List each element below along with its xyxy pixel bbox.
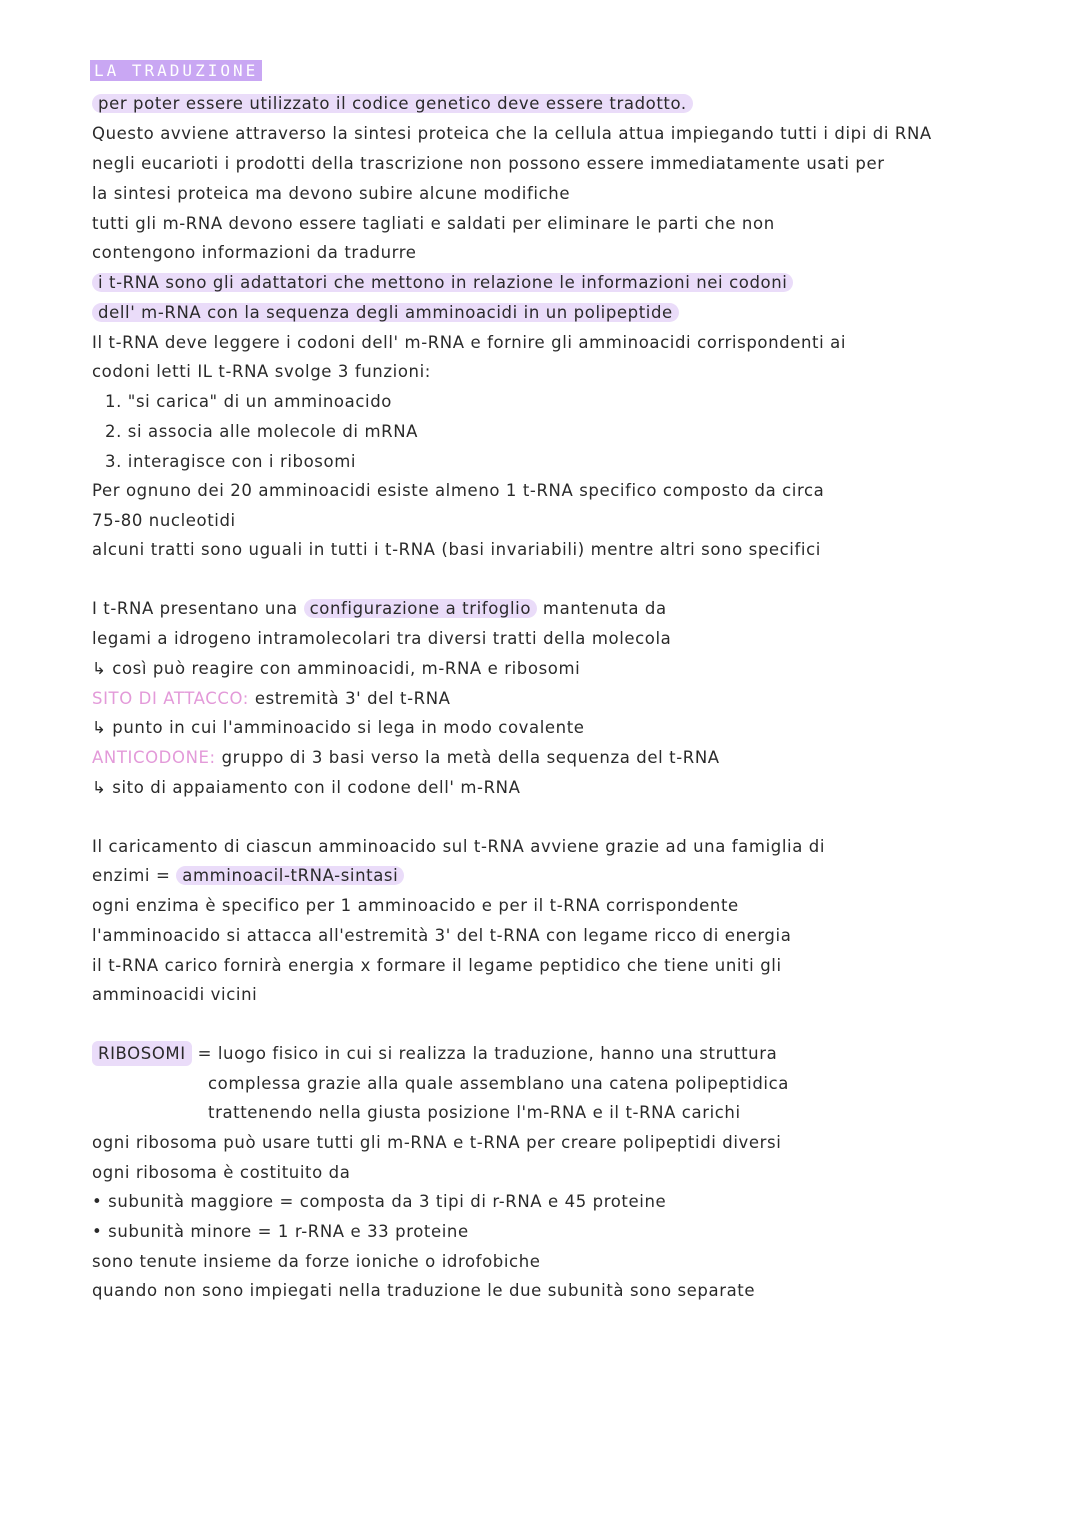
text-line: RIBOSOMI = luogo fisico in cui si realizza la traduzione, hanno una struttura [92,1042,777,1066]
text-line: Per ognuno dei 20 amminoacidi esiste almeno 1 t-RNA specifico composto da circa [92,481,825,500]
text-line: per poter essere utilizzato il codice genetico deve essere tradotto. [92,92,693,116]
text-line: ANTICODONE: gruppo di 3 basi verso la metà della sequenza del t-RNA [92,748,720,767]
text-line: ↳ punto in cui l'amminoacido si lega in modo covalente [92,718,585,737]
text-line: ↳ così può reagire con amminoacidi, m-RNA e ribosomi [92,659,581,678]
text-line: contengono informazioni da tradurre [92,243,417,262]
text-line: trattenendo nella giusta posizione l'm-RNA e il t-RNA carichi [208,1103,741,1122]
text-line: quando non sono impiegati nella traduzione le due subunità sono separate [92,1281,756,1300]
text-line: l'amminoacido si attacca all'estremità 3' del t-RNA con legame ricco di energia [92,926,792,945]
list-item: 2. si associa alle molecole di mRNA [105,422,419,441]
text-line: Il t-RNA deve leggere i codoni dell' m-RNA e fornire gli amminoacidi corrispondenti ai [92,333,847,352]
text-line: Il caricamento di ciascun amminoacido sul t-RNA avviene grazie ad una famiglia di [92,837,826,856]
text-line: amminoacidi vicini [92,985,258,1004]
text-line: SITO DI ATTACCO: estremità 3' del t-RNA [92,689,451,708]
text-line: il t-RNA carico fornirà energia x formare il legame peptidico che tiene uniti gli [92,956,782,975]
text-line: I t-RNA presentano una configurazione a trifoglio mantenuta da [92,599,667,618]
list-item: • subunità minore = 1 r-RNA e 33 proteine [92,1222,469,1241]
text-line: alcuni tratti sono uguali in tutti i t-RNA (basi invariabili) mentre altri sono specifici [92,540,821,559]
text-line: ogni ribosoma può usare tutti gli m-RNA e t-RNA per creare polipeptidi diversi [92,1133,782,1152]
page-title: LA TRADUZIONE [90,60,262,81]
text-line: ogni enzima è specifico per 1 amminoacido e per il t-RNA corrispondente [92,896,739,915]
text-line: 75-80 nucleotidi [92,511,236,530]
text-line: ogni ribosoma è costituito da [92,1163,351,1182]
text-line: negli eucarioti i prodotti della trascrizione non possono essere immediatamente usati per [92,154,885,173]
text-line: tutti gli m-RNA devono essere tagliati e saldati per eliminare le parti che non [92,214,775,233]
text-line: complessa grazie alla quale assemblano una catena polipeptidica [208,1074,789,1093]
text-line: legami a idrogeno intramolecolari tra diversi tratti della molecola [92,629,672,648]
text-line: Questo avviene attraverso la sintesi proteica che la cellula attua impiegando tutti i dipi di RNA [92,124,932,143]
list-item: 3. interagisce con i ribosomi [105,452,357,471]
list-item: • subunità maggiore = composta da 3 tipi di r-RNA e 45 proteine [92,1192,667,1211]
text-line: dell' m-RNA con la sequenza degli amminoacidi in un polipeptide [92,301,679,325]
list-item: 1. "si carica" di un amminoacido [105,392,392,411]
text-line: enzimi = amminoacil-tRNA-sintasi [92,864,404,888]
text-line: ↳ sito di appaiamento con il codone dell' m-RNA [92,778,521,797]
text-line: codoni letti IL t-RNA svolge 3 funzioni: [92,362,431,381]
text-line: i t-RNA sono gli adattatori che mettono in relazione le informazioni nei codoni [92,271,793,295]
text-line: la sintesi proteica ma devono subire alcune modifiche [92,184,571,203]
text-line: sono tenute insieme da forze ioniche o idrofobiche [92,1252,541,1271]
